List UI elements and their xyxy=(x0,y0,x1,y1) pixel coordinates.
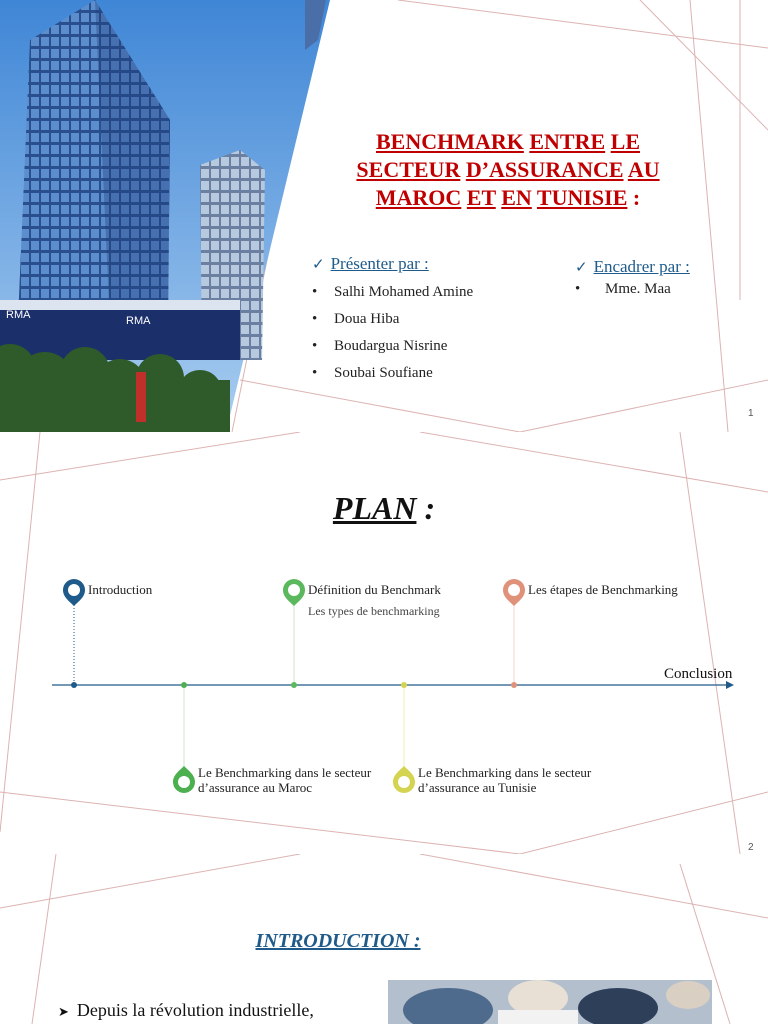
pin-icon xyxy=(283,579,305,606)
building-photo xyxy=(0,0,330,432)
timeline-label-etapes: Les étapes de Benchmarking xyxy=(528,582,678,597)
page-number: 2 xyxy=(748,842,754,853)
meeting-photo xyxy=(388,980,712,1024)
list-item: • Soubai Soufiane xyxy=(312,365,433,381)
list-item: • Doua Hiba xyxy=(312,311,400,327)
introduction-title: INTRODUCTION : xyxy=(255,930,421,952)
slide-introduction xyxy=(0,854,768,1024)
pin-icon xyxy=(173,766,195,793)
list-item: • Salhi Mohamed Amine xyxy=(312,284,474,300)
slide-plan xyxy=(0,432,768,854)
timeline-label-tunisie: Le Benchmarking dans le secteur d’assurance au Tunisie xyxy=(418,765,592,795)
timeline-label-conclusion: Conclusion xyxy=(664,666,733,682)
slide-title xyxy=(0,0,768,432)
pin-icon xyxy=(503,579,525,606)
plan-title: PLAN : xyxy=(332,490,436,526)
supervisor-label: ✓ Encadrer par : xyxy=(575,257,690,276)
timeline-label-definition: Définition du Benchmark xyxy=(308,582,441,597)
slide-title-heading: BENCHMARK ENTRE LE SECTEUR D’ASSURANCE AU MAROC ET EN TUNISIE : xyxy=(356,129,660,210)
presenter-label: ✓ Présenter par : xyxy=(312,254,429,273)
presenter-list xyxy=(312,284,473,392)
svg-text:RMA: RMA xyxy=(126,315,151,327)
arrow-bullet-icon: ➤ xyxy=(58,1004,69,1019)
check-icon: ✓ xyxy=(312,257,325,273)
pin-icon xyxy=(393,766,415,793)
page-number: 1 xyxy=(748,408,754,419)
list-item: • Mme. Maa xyxy=(575,281,671,297)
timeline-label-introduction: Introduction xyxy=(88,582,153,597)
pin-icon xyxy=(63,579,85,606)
introduction-bullet: ➤ Depuis la révolution industrielle, xyxy=(58,1000,314,1020)
check-icon: ✓ xyxy=(575,260,588,276)
list-item: • Boudargua Nisrine xyxy=(312,338,448,354)
supervisor-list xyxy=(575,281,671,308)
timeline-label-maroc: Le Benchmarking dans le secteur d’assurance au Maroc xyxy=(198,765,372,795)
timeline-sublabel-types: Les types de benchmarking xyxy=(308,604,440,618)
photo-sign: RMA xyxy=(6,309,31,321)
